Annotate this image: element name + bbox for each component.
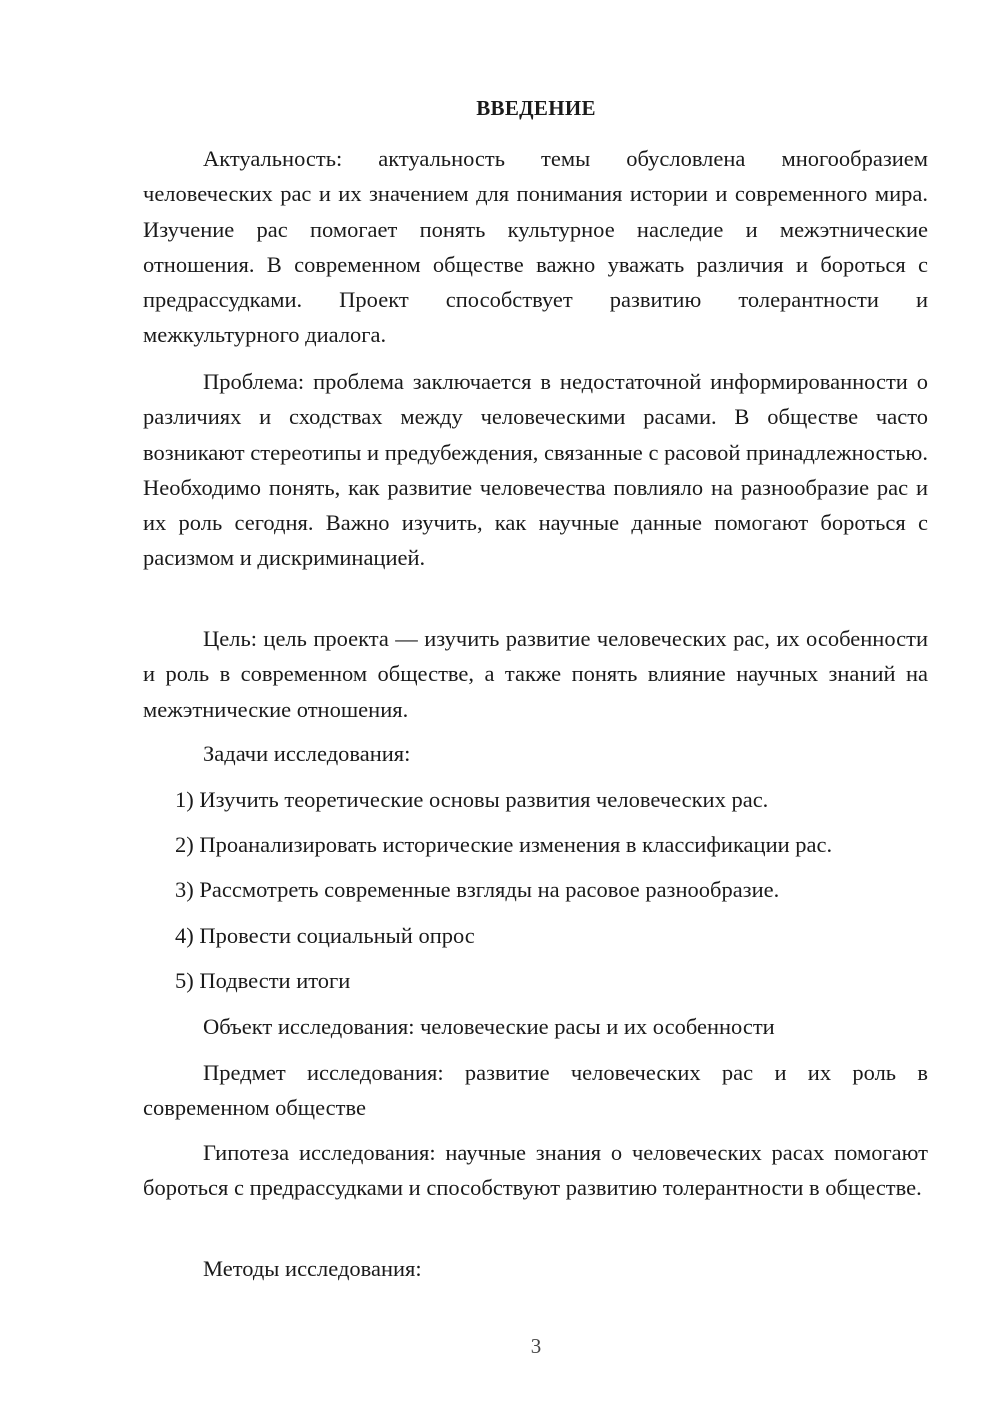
task-item: 1) Изучить теоретические основы развития человеческих рас. bbox=[175, 787, 769, 812]
section-heading: ВВЕДЕНИЕ bbox=[476, 96, 596, 120]
paragraph-goal: Цель: цель проекта — изучить развитие человеческих рас, их особенности и роль в современном обществе, а также понять влияние научных знаний на межэтнические отношения. bbox=[143, 626, 928, 722]
task-item: 2) Проанализировать исторические изменения в классификации рас. bbox=[175, 832, 833, 857]
paragraph-relevance: Актуальность: актуальность темы обусловлена многообразием человеческих рас и их значением для понимания истории и современного мира. Изучение рас помогает понять культурное наследие и межэтнические отношения. В современном обществе важно уважать различия и бороться с предрассудками. Проект способствует развитию толерантности и межкультурного диалога. bbox=[143, 146, 928, 348]
paragraph-subject: Предмет исследования: развитие человеческих рас и их роль в современном обществе bbox=[143, 1060, 928, 1121]
task-item: 3) Рассмотреть современные взгляды на расовое разнообразие. bbox=[175, 877, 780, 902]
methods-title: Методы исследования: bbox=[203, 1256, 422, 1281]
tasks-title: Задачи исследования: bbox=[203, 741, 411, 766]
paragraph-hypothesis: Гипотеза исследования: научные знания о человеческих расах помогают бороться с предрассудками и способствуют развитию толерантности в обществе. bbox=[143, 1140, 928, 1201]
paragraph-object: Объект исследования: человеческие расы и их особенности bbox=[203, 1014, 775, 1039]
task-item: 4) Провести социальный опрос bbox=[175, 923, 475, 948]
page-number: 3 bbox=[530, 1334, 542, 1358]
paragraph-problem: Проблема: проблема заключается в недостаточной информированности о различиях и сходствах между человеческими расами. В обществе часто возникают стереотипы и предубеждения, связанные с расовой принадлежностью. Необходимо понять, как развитие человечества повлияло на разнообразие рас и их роль сегодня. Важно изучить, как научные данные помогают бороться с расизмом и дискриминацией. bbox=[143, 369, 928, 571]
task-item: 5) Подвести итоги bbox=[175, 968, 351, 993]
